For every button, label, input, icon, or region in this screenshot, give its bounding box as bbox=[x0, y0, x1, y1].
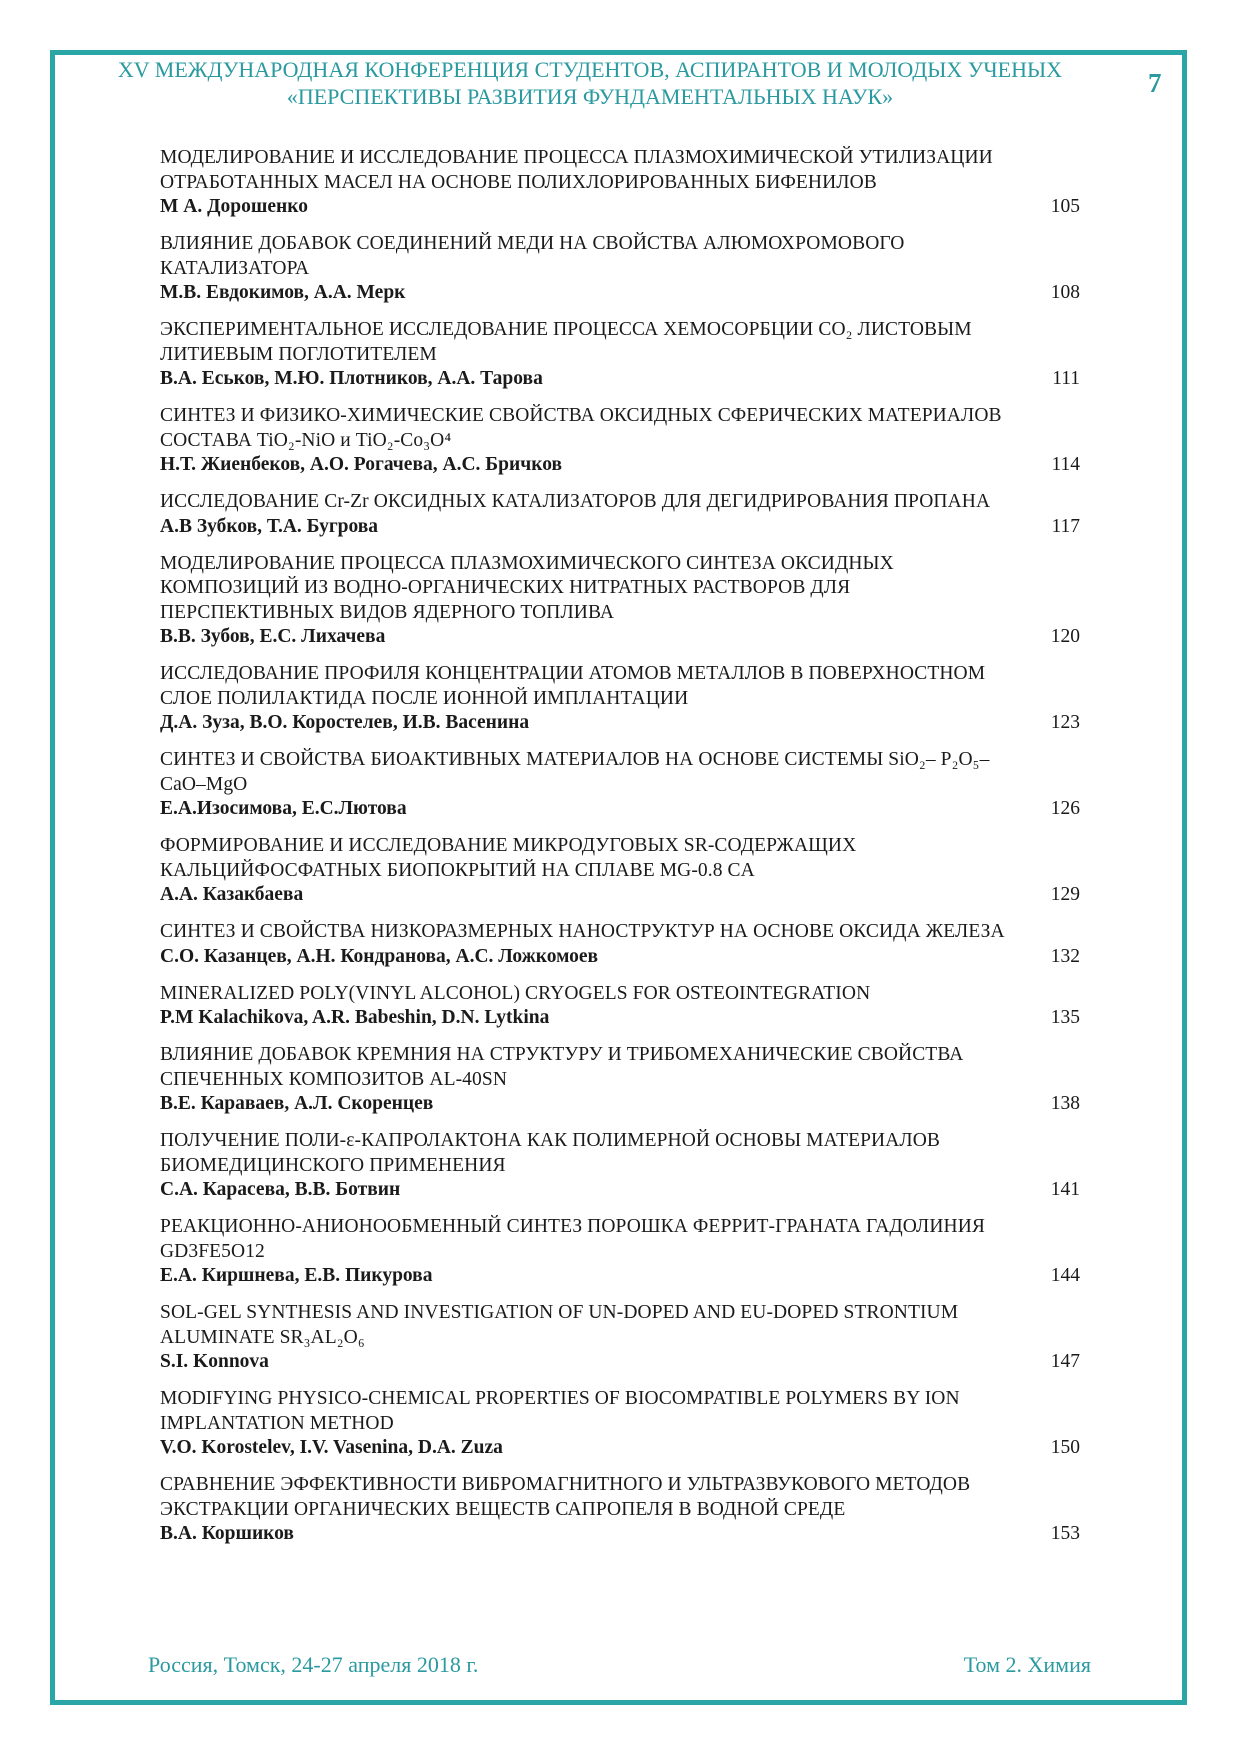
toc-entry-authors: А.В Зубков, Т.А. Бугрова bbox=[160, 515, 379, 537]
page-number: 7 bbox=[1148, 68, 1162, 98]
header-line-1: XV МЕЖДУНАРОДНАЯ КОНФЕРЕНЦИЯ СТУДЕНТОВ, АСПИРАНТОВ И МОЛОДЫХ УЧЕНЫХ bbox=[117, 57, 1063, 82]
toc-entry-authors-row bbox=[160, 797, 1080, 821]
toc-entry-page: 147 bbox=[1050, 1351, 1080, 1372]
toc-entry bbox=[160, 834, 1080, 907]
toc-entry-title: СИНТЕЗ И СВОЙСТВА БИОАКТИВНЫХ МАТЕРИАЛОВ НА ОСНОВЕ СИСТЕМЫ SiO₂– P₂O₅–CaO–MgO bbox=[160, 749, 990, 795]
toc-entry-authors: S.I. Konnova bbox=[160, 1351, 269, 1372]
toc-entry-authors-row bbox=[160, 1092, 1080, 1116]
toc-entry-authors-row bbox=[160, 625, 1080, 649]
toc-entry-title: ФОРМИРОВАНИЕ И ИССЛЕДОВАНИЕ МИКРОДУГОВЫХ SR-СОДЕРЖАЩИХ КАЛЬЦИЙФОСФАТНЫХ БИОПОКРЫТИЙ НА СПЛАВЕ MG-0.8 CA bbox=[160, 835, 857, 881]
toc-entry-title: СИНТЕЗ И ФИЗИКО-ХИМИЧЕСКИЕ СВОЙСТВА ОКСИДНЫХ СФЕРИЧЕСКИХ МАТЕРИАЛОВ СОСТАВА TiO₂-NiO и TiO₂-Co₃O⁴ bbox=[160, 405, 1002, 451]
toc-entry-title: MINERALIZED POLY(VINYL ALCOHOL) CRYOGELS FOR OSTEOINTEGRATION bbox=[160, 982, 871, 1004]
header-line-2: «ПЕРСПЕКТИВЫ РАЗВИТИЯ ФУНДАМЕНТАЛЬНЫХ НАУК» bbox=[286, 84, 894, 109]
toc-entry-authors-row bbox=[160, 711, 1080, 735]
toc-entry-authors-row bbox=[160, 1522, 1080, 1546]
toc-entry-page: 153 bbox=[1050, 1523, 1080, 1544]
toc-entry-authors-row bbox=[160, 195, 1080, 219]
toc-entry-authors: А.А. Казакбаева bbox=[160, 884, 304, 905]
toc-entry-authors: В.В. Зубов, Е.С. Лихачева bbox=[160, 626, 386, 647]
toc-entry-authors: P.M Kalachikova, A.R. Babeshin, D.N. Lytkina bbox=[160, 1007, 550, 1028]
toc-entry bbox=[160, 1215, 1080, 1288]
toc-entry-page: 105 bbox=[1050, 196, 1080, 217]
toc-entry-page: 114 bbox=[1051, 454, 1080, 475]
toc-entry-page: 138 bbox=[1050, 1093, 1080, 1114]
toc-entry bbox=[160, 920, 1080, 969]
toc-entry-authors: В.А. Еськов, М.Ю. Плотников, А.А. Тарова bbox=[160, 368, 543, 389]
toc-entry bbox=[160, 1473, 1080, 1546]
toc-entry bbox=[160, 748, 1080, 821]
toc-entry-authors-row bbox=[160, 453, 1080, 477]
toc-entry-title: ЭКСПЕРИМЕНТАЛЬНОЕ ИССЛЕДОВАНИЕ ПРОЦЕССА ХЕМОСОРБЦИИ CO₂ ЛИСТОВЫМ ЛИТИЕВЫМ ПОГЛОТИТЕЛЕМ bbox=[160, 319, 972, 365]
footer-location-date: Россия, Томск, 24-27 апреля 2018 г. bbox=[148, 1652, 479, 1677]
toc-entry-authors-row bbox=[160, 1350, 1080, 1374]
toc-entry-title: ПОЛУЧЕНИЕ ПОЛИ-ε-КАПРОЛАКТОНА КАК ПОЛИМЕРНОЙ ОСНОВЫ МАТЕРИАЛОВ БИОМЕДИЦИНСКОГО ПРИМЕНЕНИЯ bbox=[160, 1130, 941, 1176]
toc-entry-authors: Е.А. Киршнева, Е.В. Пикурова bbox=[160, 1265, 433, 1286]
toc-entry-title: МОДЕЛИРОВАНИЕ И ИССЛЕДОВАНИЕ ПРОЦЕССА ПЛАЗМОХИМИЧЕСКОЙ УТИЛИЗАЦИИ ОТРАБОТАННЫХ МАСЕЛ НА ОСНОВЕ ПОЛИХЛОРИРОВАННЫХ БИФЕНИЛОВ bbox=[160, 147, 993, 193]
toc-entry-authors: Н.Т. Жиенбеков, А.О. Рогачева, А.С. Бричков bbox=[160, 454, 563, 475]
footer-volume: Том 2. Химия bbox=[963, 1652, 1091, 1677]
toc-entry-title: SOL-GEL SYNTHESIS AND INVESTIGATION OF UN-DOPED AND EU-DOPED STRONTIUM ALUMINATE SR₃AL₂O₆ bbox=[160, 1302, 959, 1348]
toc-entry-page: 150 bbox=[1050, 1437, 1080, 1458]
toc-entry-title: ВЛИЯНИЕ ДОБАВОК КРЕМНИЯ НА СТРУКТУРУ И ТРИБОМЕХАНИЧЕСКИЕ СВОЙСТВА СПЕЧЕННЫХ КОМПОЗИТОВ AL-40SN bbox=[160, 1044, 964, 1090]
toc-entry-authors: В.А. Коршиков bbox=[160, 1523, 294, 1544]
toc-entry-page: 123 bbox=[1050, 712, 1080, 733]
toc-entry-page: 132 bbox=[1050, 945, 1080, 967]
toc-entry bbox=[160, 982, 1080, 1031]
toc-entry bbox=[160, 146, 1080, 219]
toc-entry-title: МОДЕЛИРОВАНИЕ ПРОЦЕССА ПЛАЗМОХИМИЧЕСКОГО СИНТЕЗА ОКСИДНЫХ КОМПОЗИЦИЙ ИЗ ВОДНО-ОРГАНИЧЕСКИХ НИТРАТНЫХ РАСТВОРОВ ДЛЯ ПЕРСПЕКТИВНЫХ ВИДОВ ЯДЕРНОГО ТОПЛИВА bbox=[160, 552, 894, 623]
toc-entry-authors: С.А. Карасева, В.В. Ботвин bbox=[160, 1179, 401, 1200]
toc-entry-authors: М.В. Евдокимов, А.А. Мерк bbox=[160, 282, 406, 303]
toc-entry-page: 129 bbox=[1050, 884, 1080, 905]
toc-entry-page: 141 bbox=[1050, 1179, 1080, 1200]
toc-entry-authors-row bbox=[160, 945, 1080, 969]
toc-entry-title: СИНТЕЗ И СВОЙСТВА НИЗКОРАЗМЕРНЫХ НАНОСТРУКТУР НА ОСНОВЕ ОКСИДА ЖЕЛЕЗА bbox=[160, 921, 1005, 942]
toc-entry-authors: В.Е. Караваев, А.Л. Скоренцев bbox=[160, 1093, 434, 1114]
toc-entry bbox=[160, 490, 1080, 539]
toc-entry-authors-row bbox=[160, 367, 1080, 391]
toc-entry-title: СРАВНЕНИЕ ЭФФЕКТИВНОСТИ ВИБРОМАГНИТНОГО И УЛЬТРАЗВУКОВОГО МЕТОДОВ ЭКСТРАКЦИИ ОРГАНИЧЕСКИХ ВЕЩЕСТВ САПРОПЕЛЯ В ВОДНОЙ СРЕДЕ bbox=[160, 1474, 971, 1520]
toc-entry bbox=[160, 1043, 1080, 1116]
toc-entry-page: 117 bbox=[1051, 515, 1080, 537]
toc-entry-title: ИССЛЕДОВАНИЕ ПРОФИЛЯ КОНЦЕНТРАЦИИ АТОМОВ МЕТАЛЛОВ В ПОВЕРХНОСТНОМ СЛОЕ ПОЛИЛАКТИДА ПОСЛЕ ИОННОЙ ИМПЛАНТАЦИИ bbox=[160, 663, 986, 709]
toc-entry bbox=[160, 662, 1080, 735]
toc-entry-authors-row bbox=[160, 281, 1080, 305]
toc-entry-page: 135 bbox=[1050, 1007, 1080, 1028]
toc-entry-title: MODIFYING PHYSICO-CHEMICAL PROPERTIES OF BIOCOMPATIBLE POLYMERS BY ION IMPLANTATION METHOD bbox=[160, 1388, 960, 1434]
toc-entry-authors-row bbox=[160, 1436, 1080, 1460]
toc-entry-page: 111 bbox=[1052, 368, 1080, 389]
toc-entry bbox=[160, 552, 1080, 650]
toc-entry-authors: М А. Дорошенко bbox=[160, 196, 308, 217]
toc-entry-authors: V.O. Korostelev, I.V. Vasenina, D.A. Zuza bbox=[160, 1437, 503, 1458]
toc-entry-authors: Е.А.Изосимова, Е.С.Лютова bbox=[160, 798, 407, 819]
conference-header bbox=[80, 56, 1100, 110]
toc-entry bbox=[160, 404, 1080, 477]
toc-entry bbox=[160, 1301, 1080, 1374]
toc-entry-page: 126 bbox=[1050, 798, 1080, 819]
toc-entry-authors-row bbox=[160, 515, 1080, 539]
toc-entry-title: ИССЛЕДОВАНИЕ Cr-Zr ОКСИДНЫХ КАТАЛИЗАТОРОВ ДЛЯ ДЕГИДРИРОВАНИЯ ПРОПАНА bbox=[160, 491, 991, 512]
toc-entry-authors-row bbox=[160, 1264, 1080, 1288]
toc-entry-page: 108 bbox=[1050, 282, 1080, 303]
toc-entry-page: 120 bbox=[1050, 626, 1080, 647]
toc-entry bbox=[160, 1387, 1080, 1460]
toc-entry-authors-row bbox=[160, 1178, 1080, 1202]
toc-entry bbox=[160, 1129, 1080, 1202]
toc-entry-title: ВЛИЯНИЕ ДОБАВОК СОЕДИНЕНИЙ МЕДИ НА СВОЙСТВА АЛЮМОХРОМОВОГО КАТАЛИЗАТОРА bbox=[160, 233, 905, 279]
toc-entry-authors: Д.А. Зуза, В.О. Коростелев, И.В. Васенина bbox=[160, 712, 530, 733]
toc-entry-page: 144 bbox=[1050, 1265, 1080, 1286]
toc-entry-authors-row bbox=[160, 883, 1080, 907]
table-of-contents bbox=[160, 146, 1080, 1559]
toc-entry-authors: С.О. Казанцев, А.Н. Кондранова, А.С. Ложкомоев bbox=[160, 945, 599, 967]
toc-entry-title: РЕАКЦИОННО-АНИОНООБМЕННЫЙ СИНТЕЗ ПОРОШКА ФЕРРИТ-ГРАНАТА ГАДОЛИНИЯ GD3FE5O12 bbox=[160, 1216, 985, 1262]
toc-entry bbox=[160, 318, 1080, 391]
toc-entry bbox=[160, 232, 1080, 305]
toc-entry-authors-row bbox=[160, 1006, 1080, 1030]
